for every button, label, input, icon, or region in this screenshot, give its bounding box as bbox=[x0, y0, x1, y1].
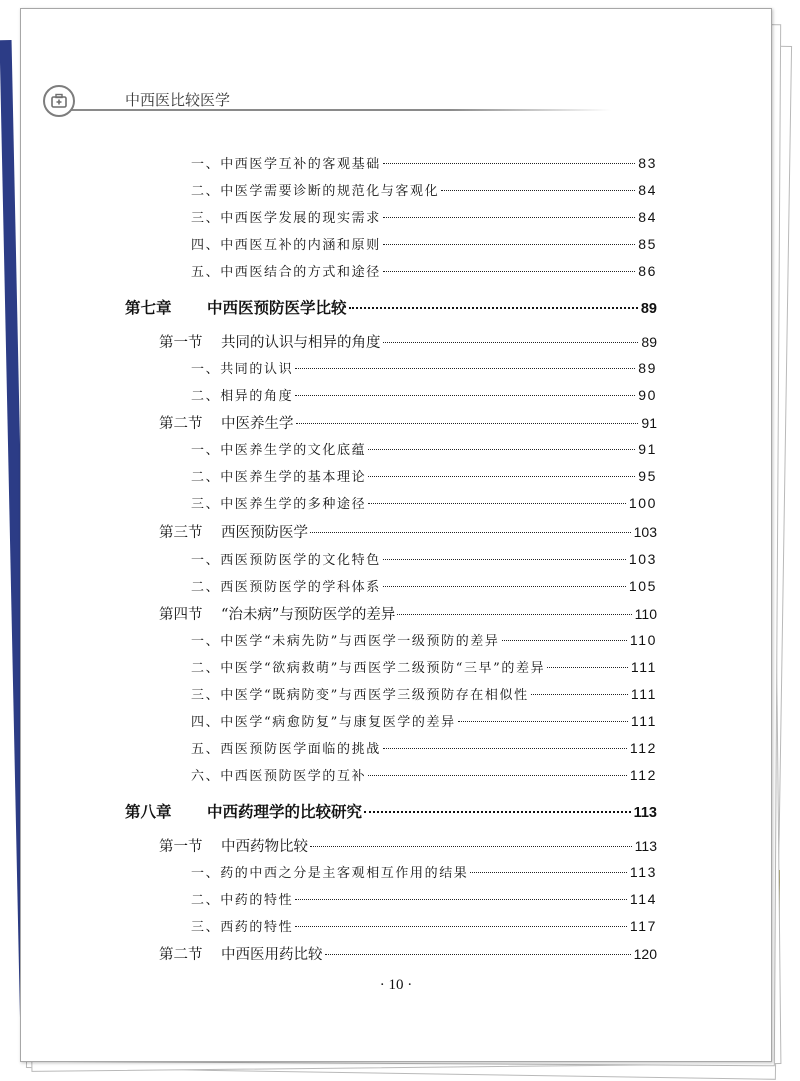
toc-entry-label: 第七章 bbox=[125, 299, 172, 317]
toc-entry-text: 三、中医养生学的多种途径 bbox=[191, 497, 367, 512]
toc-entry-title bbox=[191, 711, 456, 730]
toc-entry-title bbox=[159, 521, 308, 542]
toc-entry-title bbox=[191, 466, 366, 485]
toc-entry-text: 二、中药的特性 bbox=[191, 893, 294, 908]
toc-entry-title bbox=[191, 153, 381, 172]
toc-page-number: 84 bbox=[638, 182, 657, 198]
toc-entry-title bbox=[191, 576, 381, 595]
toc-entry-title bbox=[191, 385, 293, 404]
toc-entry-title bbox=[191, 261, 381, 280]
toc-page-number: 89 bbox=[641, 334, 657, 350]
toc-item-row[interactable] bbox=[191, 207, 657, 229]
toc-entry-label: 第四节 bbox=[159, 607, 203, 623]
toc-item-row[interactable] bbox=[191, 466, 657, 488]
toc-entry-text: 二、西医预防医学的学科体系 bbox=[191, 580, 381, 595]
dot-leader bbox=[458, 721, 628, 722]
toc-page-number: 90 bbox=[638, 387, 657, 403]
dot-leader bbox=[368, 449, 635, 450]
toc-entry-title bbox=[191, 657, 545, 676]
toc-item-row[interactable] bbox=[191, 711, 657, 733]
toc-page-number: 113 bbox=[634, 838, 657, 854]
toc-item-row[interactable] bbox=[191, 385, 657, 407]
toc-page-number: 112 bbox=[629, 740, 657, 756]
toc-entry-title bbox=[159, 943, 323, 964]
toc-item-row[interactable] bbox=[191, 889, 657, 911]
toc-item-row[interactable] bbox=[191, 576, 657, 598]
dot-leader bbox=[295, 368, 635, 369]
toc-entry-title bbox=[191, 738, 381, 757]
toc-entry-label: 第一节 bbox=[159, 335, 203, 351]
dot-leader bbox=[441, 190, 635, 191]
toc-item-row[interactable] bbox=[191, 765, 657, 787]
dot-leader bbox=[383, 559, 626, 560]
dot-leader bbox=[295, 395, 635, 396]
toc-page-number: 110 bbox=[629, 632, 657, 648]
toc-entry-text: 二、中医养生学的基本理论 bbox=[191, 470, 367, 485]
toc-entry-text: 二、中医学“欲病救萌”与西医学二级预防“三早”的差异 bbox=[191, 661, 546, 676]
toc-entry-title bbox=[191, 862, 468, 881]
dot-leader bbox=[502, 640, 627, 641]
dot-leader bbox=[531, 694, 628, 695]
toc-item-row[interactable] bbox=[191, 862, 657, 884]
toc-section-row[interactable] bbox=[159, 331, 657, 353]
toc-page-number: 89 bbox=[640, 301, 657, 317]
toc-entry-text: 三、中医学“既病防变”与西医学三级预防存在相似性 bbox=[191, 688, 529, 703]
toc-item-row[interactable] bbox=[191, 180, 657, 202]
toc-page-number: 105 bbox=[628, 578, 657, 594]
toc-page-number: 86 bbox=[638, 263, 657, 279]
toc-entry-title bbox=[159, 603, 395, 624]
dot-leader bbox=[310, 846, 632, 847]
toc-page-number: 83 bbox=[638, 155, 657, 171]
toc-entry-label: 第二节 bbox=[159, 416, 203, 432]
toc-entry-title bbox=[191, 493, 366, 512]
toc-entry-label: 第一节 bbox=[159, 839, 203, 855]
toc-item-row[interactable] bbox=[191, 630, 657, 652]
dot-leader bbox=[397, 614, 631, 615]
toc-entry-text: “治未病”与预防医学的差异 bbox=[221, 607, 396, 623]
toc-entry-title bbox=[191, 684, 529, 703]
toc-page-number: 103 bbox=[633, 524, 657, 540]
toc-entry-title bbox=[159, 412, 294, 433]
toc-entry-title bbox=[191, 234, 381, 253]
toc-entry-title bbox=[191, 207, 381, 226]
toc-entry-text: 一、中西医学互补的客观基础 bbox=[191, 157, 381, 172]
toc-page-number: 112 bbox=[629, 767, 657, 783]
toc-item-row[interactable] bbox=[191, 549, 657, 571]
dot-leader bbox=[364, 811, 631, 813]
dot-leader bbox=[325, 954, 631, 955]
toc-entry-text: 中西药理学的比较研究 bbox=[207, 803, 363, 821]
toc-entry-title bbox=[191, 439, 366, 458]
toc-entry-title bbox=[191, 358, 293, 377]
toc-page-number: 111 bbox=[630, 686, 657, 702]
dot-leader bbox=[383, 586, 626, 587]
toc-entry-label: 第二节 bbox=[159, 947, 203, 963]
toc-page-number: 95 bbox=[638, 468, 657, 484]
toc-entry-text: 中西药物比较 bbox=[221, 839, 308, 855]
toc-item-row[interactable] bbox=[191, 684, 657, 706]
toc-entry-text: 二、相异的角度 bbox=[191, 389, 294, 404]
toc-entry-text: 二、中医学需要诊断的规范化与客观化 bbox=[191, 184, 440, 199]
toc-entry-text: 四、中西医互补的内涵和原则 bbox=[191, 238, 381, 253]
toc-section-row[interactable] bbox=[159, 412, 657, 434]
toc-entry-title bbox=[191, 549, 381, 568]
toc-page-number: 110 bbox=[634, 606, 657, 622]
dot-leader bbox=[349, 307, 638, 309]
dot-leader bbox=[383, 244, 635, 245]
book-page bbox=[20, 8, 772, 1062]
toc-page-number: 84 bbox=[638, 209, 657, 225]
toc-page-number: 111 bbox=[630, 659, 657, 675]
dot-leader bbox=[383, 271, 635, 272]
toc-entry-text: 一、西医预防医学的文化特色 bbox=[191, 553, 381, 568]
toc-entry-text: 一、中医学“未病先防”与西医学一级预防的差异 bbox=[191, 634, 500, 649]
toc-page-number: 91 bbox=[638, 441, 657, 457]
toc-entry-text: 五、中西医结合的方式和途径 bbox=[191, 265, 381, 280]
toc-entry-title bbox=[191, 889, 293, 908]
dot-leader bbox=[547, 667, 628, 668]
toc-entry-text: 四、中医学“病愈防复”与康复医学的差异 bbox=[191, 715, 456, 730]
toc-page-number: 89 bbox=[638, 360, 657, 376]
dot-leader bbox=[296, 423, 639, 424]
page-number: · 10 · bbox=[379, 977, 413, 993]
toc-entry-title bbox=[191, 765, 366, 784]
toc-page-number: 117 bbox=[629, 918, 657, 934]
toc-entry-text: 一、中医养生学的文化底蕴 bbox=[191, 443, 367, 458]
toc-entry-text: 一、共同的认识 bbox=[191, 362, 294, 377]
dot-leader bbox=[383, 217, 635, 218]
running-header-title: 中西医比较医学 bbox=[125, 91, 231, 109]
toc-entry-title bbox=[159, 331, 381, 352]
toc-item-row[interactable] bbox=[191, 916, 657, 938]
toc-chapter-row[interactable] bbox=[125, 800, 657, 822]
toc-page-number: 111 bbox=[630, 713, 657, 729]
toc-chapter-row[interactable] bbox=[125, 296, 657, 318]
toc-entry-text: 六、中西医预防医学的互补 bbox=[191, 769, 367, 784]
toc-entry-text: 三、西药的特性 bbox=[191, 920, 294, 935]
toc-entry-text: 中西医预防医学比较 bbox=[207, 299, 347, 317]
toc-entry-title bbox=[159, 835, 308, 856]
toc-item-row[interactable] bbox=[191, 738, 657, 760]
toc-entry-label: 第八章 bbox=[125, 803, 172, 821]
toc-page-number: 114 bbox=[629, 891, 657, 907]
toc-page-number: 113 bbox=[629, 864, 657, 880]
dot-leader bbox=[383, 163, 635, 164]
toc-item-row[interactable] bbox=[191, 657, 657, 679]
dot-leader bbox=[310, 532, 631, 533]
toc-entry-text: 共同的认识与相异的角度 bbox=[221, 335, 381, 351]
dot-leader bbox=[470, 872, 626, 873]
toc-item-row[interactable] bbox=[191, 234, 657, 256]
toc-item-row[interactable] bbox=[191, 358, 657, 380]
toc-item-row[interactable] bbox=[191, 153, 657, 175]
toc-section-row[interactable] bbox=[159, 603, 657, 625]
toc-entry-text: 一、药的中西之分是主客观相互作用的结果 bbox=[191, 866, 469, 881]
toc-item-row[interactable] bbox=[191, 261, 657, 283]
toc-entry-label: 第三节 bbox=[159, 525, 203, 541]
toc-entry-title bbox=[191, 630, 500, 649]
dot-leader bbox=[368, 775, 627, 776]
toc-entry-text: 中西医用药比较 bbox=[221, 947, 323, 963]
dot-leader bbox=[383, 342, 639, 343]
toc-entry-title bbox=[125, 800, 362, 822]
toc-section-row[interactable] bbox=[159, 835, 657, 857]
toc-page-number: 85 bbox=[638, 236, 657, 252]
toc-entry-title bbox=[191, 916, 293, 935]
toc-page-number: 103 bbox=[628, 551, 657, 567]
toc-section-row[interactable] bbox=[159, 943, 657, 965]
toc-item-row[interactable] bbox=[191, 439, 657, 461]
dot-leader bbox=[295, 926, 627, 927]
toc-entry-text: 中医养生学 bbox=[221, 416, 294, 432]
toc-entry-text: 三、中西医学发展的现实需求 bbox=[191, 211, 381, 226]
dot-leader bbox=[383, 748, 627, 749]
toc-entry-text: 五、西医预防医学面临的挑战 bbox=[191, 742, 381, 757]
dot-leader bbox=[368, 503, 626, 504]
table-of-contents bbox=[21, 9, 771, 1061]
toc-page-number: 120 bbox=[633, 946, 657, 962]
toc-page-number: 91 bbox=[641, 415, 657, 431]
toc-section-row[interactable] bbox=[159, 521, 657, 543]
toc-entry-title bbox=[191, 180, 439, 199]
toc-entry-text: 西医预防医学 bbox=[221, 525, 308, 541]
toc-page-number: 100 bbox=[628, 495, 657, 511]
dot-leader bbox=[368, 476, 635, 477]
toc-page-number: 113 bbox=[633, 805, 657, 821]
toc-item-row[interactable] bbox=[191, 493, 657, 515]
toc-entry-title bbox=[125, 296, 347, 318]
dot-leader bbox=[295, 899, 627, 900]
